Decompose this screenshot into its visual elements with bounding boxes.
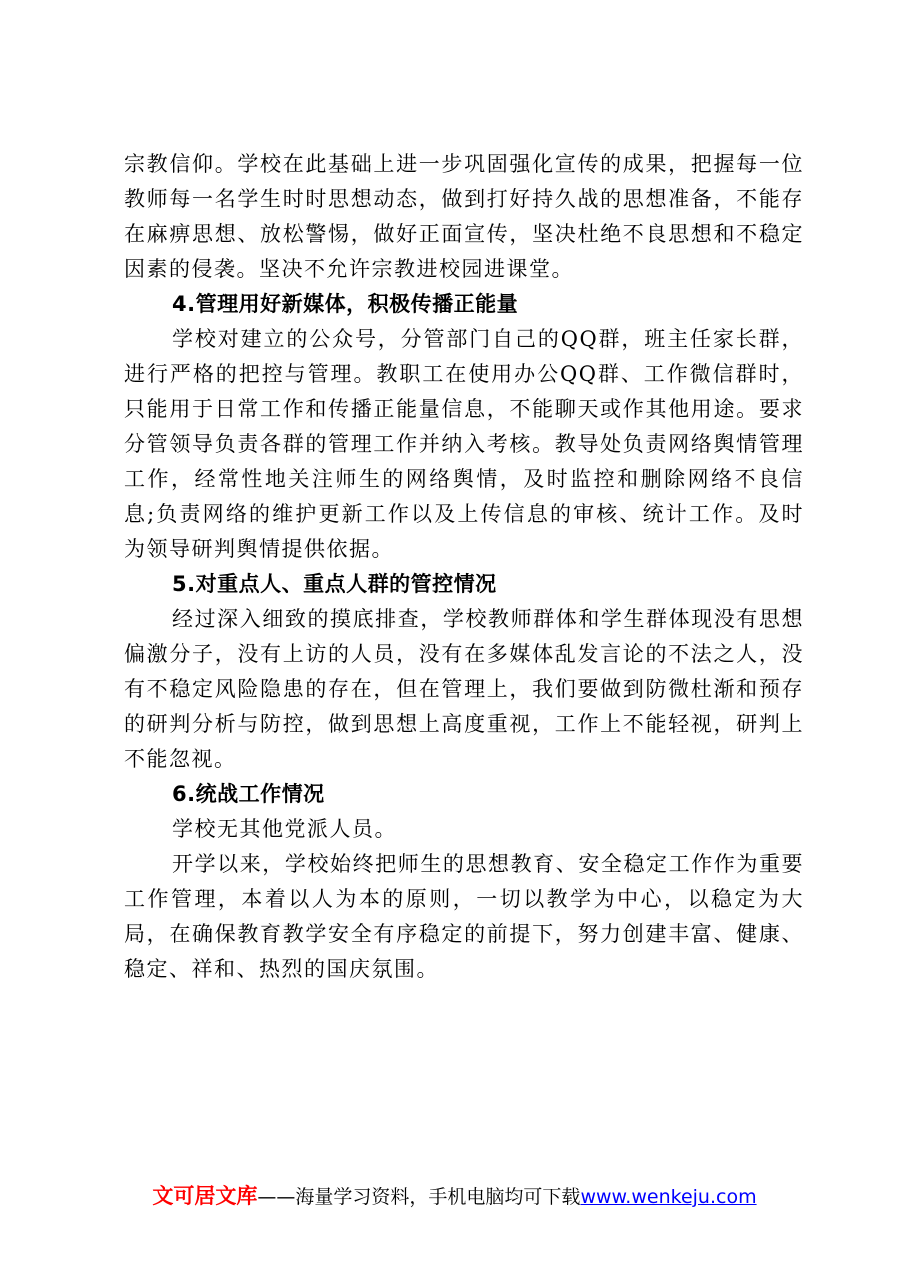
heading-key-persons: 5.对重点人、重点人群的管控情况 — [172, 572, 497, 596]
paragraph-united-front: 学校无其他党派人员。 — [172, 817, 397, 841]
document-body — [124, 147, 804, 987]
heading-united-front: 6.统战工作情况 — [172, 782, 325, 806]
brand-name: 文可居文库 — [152, 1184, 258, 1208]
paragraph-summary: 开学以来，学校始终把师生的思想教育、安全稳定工作作为重要工作管理，本着以人为本的原则，一切以教学为中心，以稳定为大局，在确保教育教学安全有序稳定的前提下，努力创建丰富、健康、稳定、祥和、热烈的国庆氛围。 — [124, 852, 804, 981]
paragraph-new-media: 学校对建立的公众号，分管部门自己的QQ群，班主任家长群，进行严格的把控与管理。教职工在使用办公QQ群、工作微信群时，只能用于日常工作和传播正能量信息，不能聊天或作其他用途。要求分管领导负责各群的管理工作并纳入考核。教导处负责网络舆情管理工作，经常性地关注师生的网络舆情，及时监控和删除网络不良信息;负责网络的维护更新工作以及上传信息的审核、统计工作。及时为领导研判舆情提供依据。 — [124, 327, 804, 561]
website-link[interactable]: www.wenkeju.com — [580, 1186, 757, 1208]
footer-tagline: ——海量学习资料，手机电脑均可下载 — [257, 1186, 581, 1208]
heading-new-media: 4.管理用好新媒体，积极传播正能量 — [172, 292, 519, 316]
paragraph-religion: 宗教信仰。学校在此基础上进一步巩固强化宣传的成果，把握每一位教师每一名学生时时思想动态，做到打好持久战的思想准备，不能存在麻痹思想、放松警惕，做好正面宣传，坚决杜绝不良思想和不稳定因素的侵袭。坚决不允许宗教进校园进课堂。 — [124, 152, 804, 281]
paragraph-key-persons: 经过深入细致的摸底排查，学校教师群体和学生群体现没有思想偏激分子，没有上访的人员，没有在多媒体乱发言论的不法之人，没有不稳定风险隐患的存在，但在管理上，我们要做到防微杜渐和预存的研判分析与防控，做到思想上高度重视，工作上不能轻视，研判上不能忽视。 — [124, 607, 804, 771]
footer-banner — [0, 1182, 909, 1211]
